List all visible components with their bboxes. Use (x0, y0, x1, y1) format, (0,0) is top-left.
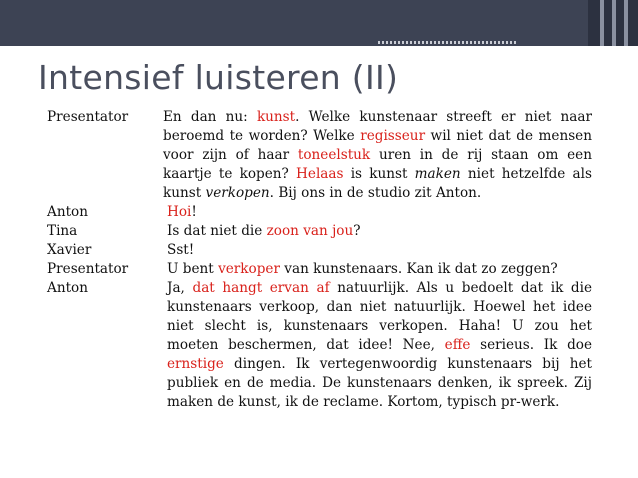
speech-segment: wil niet dat de mensen voor zijn of haar (163, 128, 592, 163)
speech-text (163, 222, 592, 241)
speech-text (163, 108, 592, 203)
highlighted-term: ernstige (167, 356, 224, 372)
speech-segment: Sst! (167, 242, 195, 258)
speech-segment: uren in de rij staan om een kaartje te kopen? (163, 147, 592, 182)
highlighted-term: kunst (256, 109, 296, 125)
speaker-name: Xavier (47, 242, 92, 258)
speech-segment: natuurlijk. Als u bedoelt dat ik die kunstenaars verkoop, dan niet natuurlijk. Hoewel het idee niet slecht is, kunstenaars verkopen. Haha! U zou het moeten beschermen, dat idee! Nee, (167, 280, 593, 353)
speech-segment: van kunstenaars. Kan ik dat zo zeggen? (279, 261, 558, 277)
emphasized-word: verkopen (205, 185, 270, 201)
dialogue-line (47, 279, 592, 412)
accent-stripe (612, 0, 616, 46)
speech-segment: . Welke kunstenaar streeft er niet naar beroemd te worden? Welke (163, 109, 592, 144)
speech-segment: ! (191, 204, 197, 220)
speaker-name: Anton (47, 204, 88, 220)
speech-segment: niet hetzelfde als kunst (163, 166, 592, 201)
highlighted-term: verkoper (218, 261, 280, 277)
speech-text (163, 203, 592, 222)
speech-segment: serieus. Ik doe (470, 337, 592, 353)
accent-stripe (624, 0, 628, 46)
dialogue-line (47, 260, 592, 279)
slide-header-accent (588, 0, 638, 46)
highlighted-term: regisseur (360, 128, 426, 144)
speech-segment: Ja, (167, 280, 193, 296)
slide-header-bar (0, 0, 588, 46)
highlighted-term: Hoi (167, 204, 192, 220)
speech-segment: U bent (167, 261, 219, 277)
speech-segment: ? (353, 223, 361, 239)
accent-stripe (600, 0, 604, 46)
dialogue-line (47, 222, 592, 241)
highlighted-term: toneelstuk (297, 147, 371, 163)
emphasized-word: maken (414, 166, 461, 182)
highlighted-term: effe (444, 337, 471, 353)
dialogue-line (47, 203, 592, 222)
speech-segment: Is dat niet die (167, 223, 267, 239)
speech-text (163, 260, 592, 279)
speaker-name: Anton (47, 280, 88, 296)
speaker-name: Presentator (47, 261, 129, 277)
speech-text (163, 241, 592, 260)
highlighted-term: Helaas (296, 166, 344, 182)
highlighted-term: zoon van jou (266, 223, 354, 239)
dialogue-transcript (47, 108, 592, 412)
speech-segment: dingen. Ik vertegenwoordig kunstenaars bij het publiek en de media. De kunstenaars denken, ik spreek. Zij maken de kunst, ik de reclame. Kortom, typisch pr-werk. (167, 356, 592, 410)
speech-text (163, 279, 592, 412)
slide-title: Intensief luisteren (II) (38, 58, 399, 97)
dialogue-line (47, 241, 592, 260)
speaker-name: Tina (47, 223, 78, 239)
speech-segment: . Bij ons in de studio zit Anton. (269, 185, 482, 201)
dialogue-line (47, 108, 592, 203)
speech-segment: En dan nu: (163, 109, 257, 125)
highlighted-term: dat hangt ervan af (192, 280, 330, 296)
speaker-name: Presentator (47, 109, 129, 125)
header-dotted-rule (378, 41, 518, 44)
speech-segment: is kunst (343, 166, 415, 182)
